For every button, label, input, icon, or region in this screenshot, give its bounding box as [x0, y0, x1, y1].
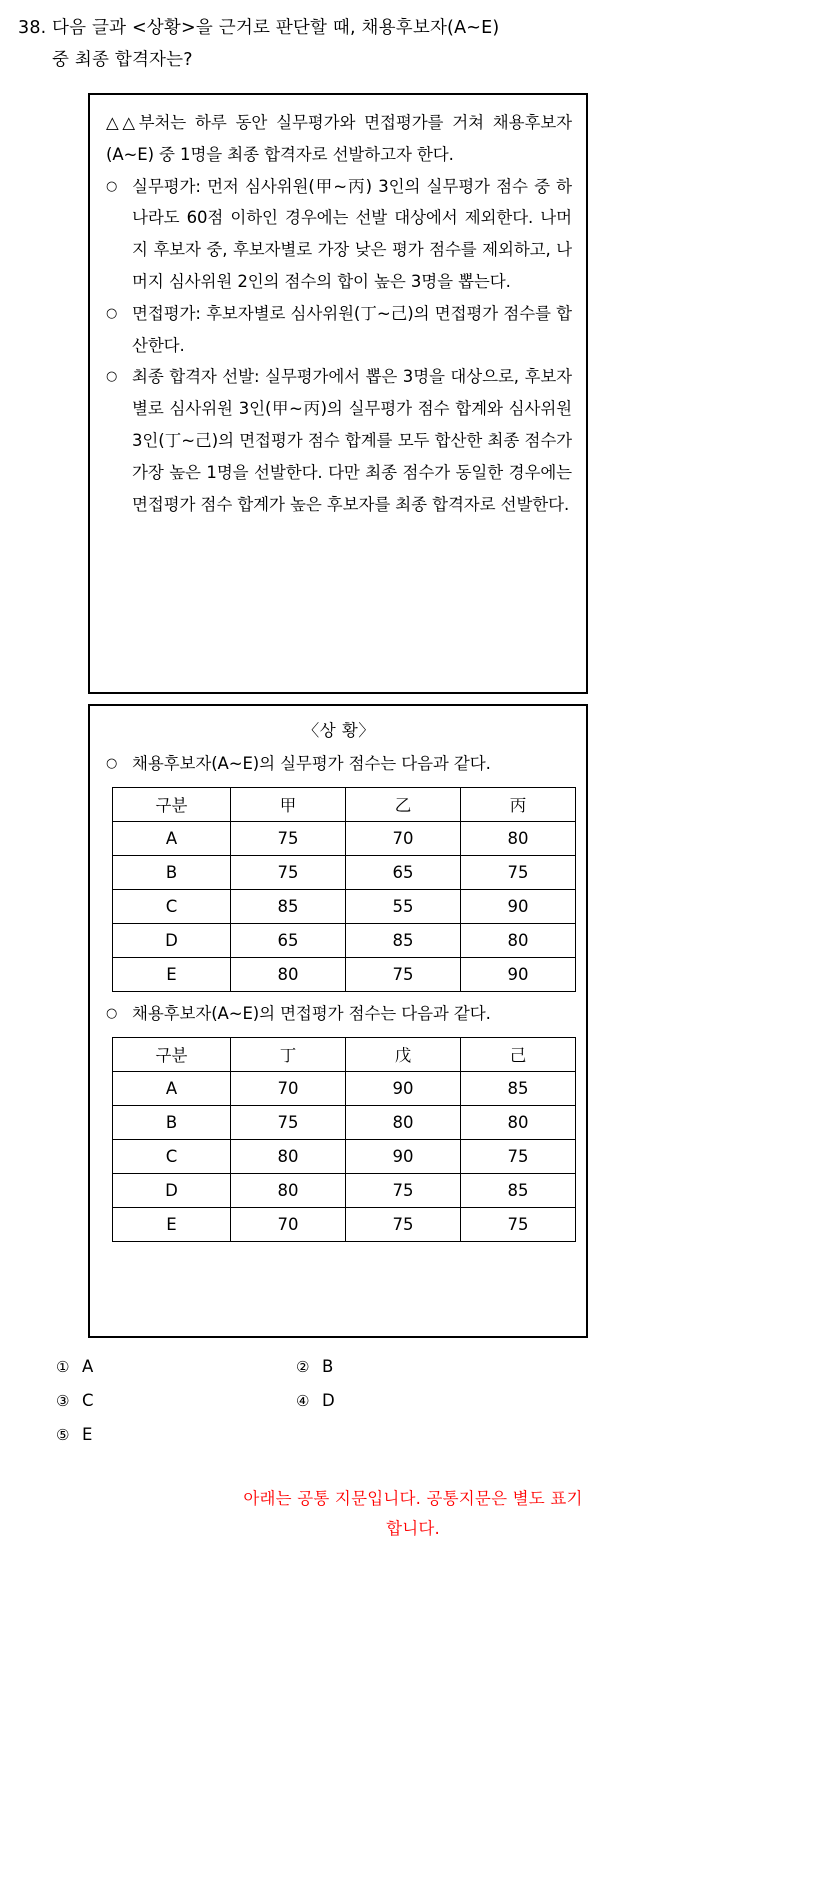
score-cell: 90: [461, 889, 576, 923]
option-circle-5-icon: ⑤: [56, 1426, 70, 1444]
score-cell: 75: [231, 855, 346, 889]
question-stem-first-line: [18, 12, 698, 44]
score-cell: 80: [461, 923, 576, 957]
score-cell: 75: [461, 1139, 576, 1173]
answer-option-2[interactable]: [296, 1350, 333, 1384]
score-cell: 80: [231, 1139, 346, 1173]
answer-option-row: [56, 1350, 576, 1384]
bullet-circle-icon: ○: [106, 178, 118, 194]
score-cell: 85: [461, 1071, 576, 1105]
table-row: [113, 1139, 576, 1173]
question-text-line2: 중 최종 합격자는?: [52, 50, 193, 70]
situation-bullet-practical-scores: [106, 748, 572, 780]
table-header-row: [113, 787, 576, 821]
question-stem: [18, 12, 698, 76]
situation-title: 〈상 황〉: [302, 721, 376, 740]
score-cell: 75: [346, 1173, 461, 1207]
column-header-judge-5: 戊: [346, 1037, 461, 1071]
option-circle-1-icon: ①: [56, 1358, 70, 1376]
column-header-category: 구분: [113, 1037, 231, 1071]
column-header-judge-3: 丙: [461, 787, 576, 821]
score-cell: 90: [461, 957, 576, 991]
bullet-circle-icon: ○: [106, 756, 118, 771]
option-circle-4-icon: ④: [296, 1392, 310, 1410]
answer-option-3[interactable]: [56, 1384, 296, 1418]
candidate-name: B: [113, 855, 231, 889]
column-header-judge-2: 乙: [346, 787, 461, 821]
answer-option-5[interactable]: [56, 1418, 296, 1452]
situation-bullet-text: 채용후보자(A~E)의 실무평가 점수는 다음과 같다.: [132, 754, 491, 773]
situation-bullet-text: 채용후보자(A~E)의 면접평가 점수는 다음과 같다.: [132, 1003, 491, 1023]
table-row: [113, 821, 576, 855]
score-cell: 75: [231, 821, 346, 855]
bullet-circle-icon: ○: [106, 369, 118, 385]
candidate-name: B: [113, 1105, 231, 1139]
passage-bullet-text: 면접평가: 후보자별로 심사위원(丁~己)의 면접평가 점수를 합산한다.: [132, 303, 572, 355]
column-header-category: 구분: [113, 787, 231, 821]
bullet-circle-icon: ○: [106, 305, 118, 321]
score-cell: 70: [346, 821, 461, 855]
score-cell: 75: [461, 1207, 576, 1241]
passage-box: [88, 93, 588, 694]
column-header-judge-6: 己: [461, 1037, 576, 1071]
option-label: B: [322, 1357, 334, 1376]
bullet-circle-icon: ○: [106, 1005, 118, 1021]
score-cell: 80: [461, 1105, 576, 1139]
candidate-name: C: [113, 1139, 231, 1173]
table-row: [113, 855, 576, 889]
candidate-name: A: [113, 1071, 231, 1105]
option-circle-2-icon: ②: [296, 1358, 310, 1376]
option-label: D: [322, 1391, 335, 1410]
score-cell: 55: [346, 889, 461, 923]
answer-option-4[interactable]: [296, 1384, 335, 1418]
candidate-name: C: [113, 889, 231, 923]
answer-option-row: [56, 1384, 576, 1418]
score-cell: 75: [346, 957, 461, 991]
shared-passage-note: [0, 1484, 826, 1544]
score-cell: 65: [346, 855, 461, 889]
candidate-name: D: [113, 923, 231, 957]
score-cell: 65: [231, 923, 346, 957]
candidate-name: D: [113, 1173, 231, 1207]
table-row: [113, 889, 576, 923]
answer-options: [56, 1350, 576, 1452]
passage-bullet-final-selection: [106, 361, 572, 520]
situation-bullet-interview-scores: [106, 998, 572, 1030]
option-label: C: [82, 1391, 94, 1410]
score-cell: 75: [231, 1105, 346, 1139]
practical-evaluation-table: [112, 787, 576, 992]
score-cell: 90: [346, 1071, 461, 1105]
score-cell: 80: [461, 821, 576, 855]
passage-bullet-interview-evaluation: [106, 298, 572, 362]
passage-lead-paragraph: △△부처는 하루 동안 실무평가와 면접평가를 거쳐 채용후보자 (A~E) 중 1명을 최종 합격자로 선발하고자 한다.: [106, 113, 572, 164]
option-label: A: [82, 1357, 94, 1376]
score-cell: 90: [346, 1139, 461, 1173]
score-cell: 80: [231, 957, 346, 991]
table-header-row: [113, 1037, 576, 1071]
question-text-line1: 다음 글과 <상황>을 근거로 판단할 때, 채용후보자(A~E): [52, 18, 500, 38]
candidate-name: E: [113, 1207, 231, 1241]
answer-option-row: [56, 1418, 576, 1452]
option-circle-3-icon: ③: [56, 1392, 70, 1410]
option-label: E: [82, 1425, 93, 1444]
score-cell: 75: [461, 855, 576, 889]
table-row: [113, 1071, 576, 1105]
score-cell: 70: [231, 1071, 346, 1105]
table-row: [113, 1173, 576, 1207]
interview-evaluation-table: [112, 1037, 576, 1242]
score-cell: 80: [231, 1173, 346, 1207]
passage-bullet-practical-evaluation: [106, 171, 572, 298]
passage-bullet-text: 실무평가: 먼저 심사위원(甲~丙) 3인의 실무평가 점수 중 하나라도 60점 이하인 경우에는 선발 대상에서 제외한다. 나머지 후보자 중, 후보자별로 가장 낮은 평가 점수를 제외하고, 나머지 심사위원 2인의 점수의 합이 높은 3명을 뽑는다.: [132, 176, 572, 291]
answer-option-1[interactable]: [56, 1350, 296, 1384]
table-row: [113, 1207, 576, 1241]
situation-box: [88, 704, 588, 1338]
column-header-judge-1: 甲: [231, 787, 346, 821]
shared-passage-note-line2: 합니다.: [386, 1519, 440, 1538]
candidate-name: E: [113, 957, 231, 991]
score-cell: 75: [346, 1207, 461, 1241]
table-row: [113, 957, 576, 991]
shared-passage-note-line1: 아래는 공통 지문입니다. 공통지문은 별도 표기: [243, 1489, 583, 1508]
score-cell: 85: [231, 889, 346, 923]
table-row: [113, 1105, 576, 1139]
score-cell: 85: [461, 1173, 576, 1207]
question-number: 38.: [18, 18, 47, 38]
candidate-name: A: [113, 821, 231, 855]
passage-bullet-text: 최종 합격자 선발: 실무평가에서 뽑은 3명을 대상으로, 후보자별로 심사위원 3인(甲~丙)의 실무평가 점수 합계와 심사위원 3인(丁~己)의 면접평가 점수 합계를 모두 합산한 최종 점수가 가장 높은 1명을 선발한다. 다만 최종 점수가 동일한 경우에는 면접평가 점수 합계가 높은 후보자를 최종 합격자로 선발한다.: [132, 367, 572, 514]
score-cell: 85: [346, 923, 461, 957]
score-cell: 70: [231, 1207, 346, 1241]
table-row: [113, 923, 576, 957]
column-header-judge-4: 丁: [231, 1037, 346, 1071]
score-cell: 80: [346, 1105, 461, 1139]
